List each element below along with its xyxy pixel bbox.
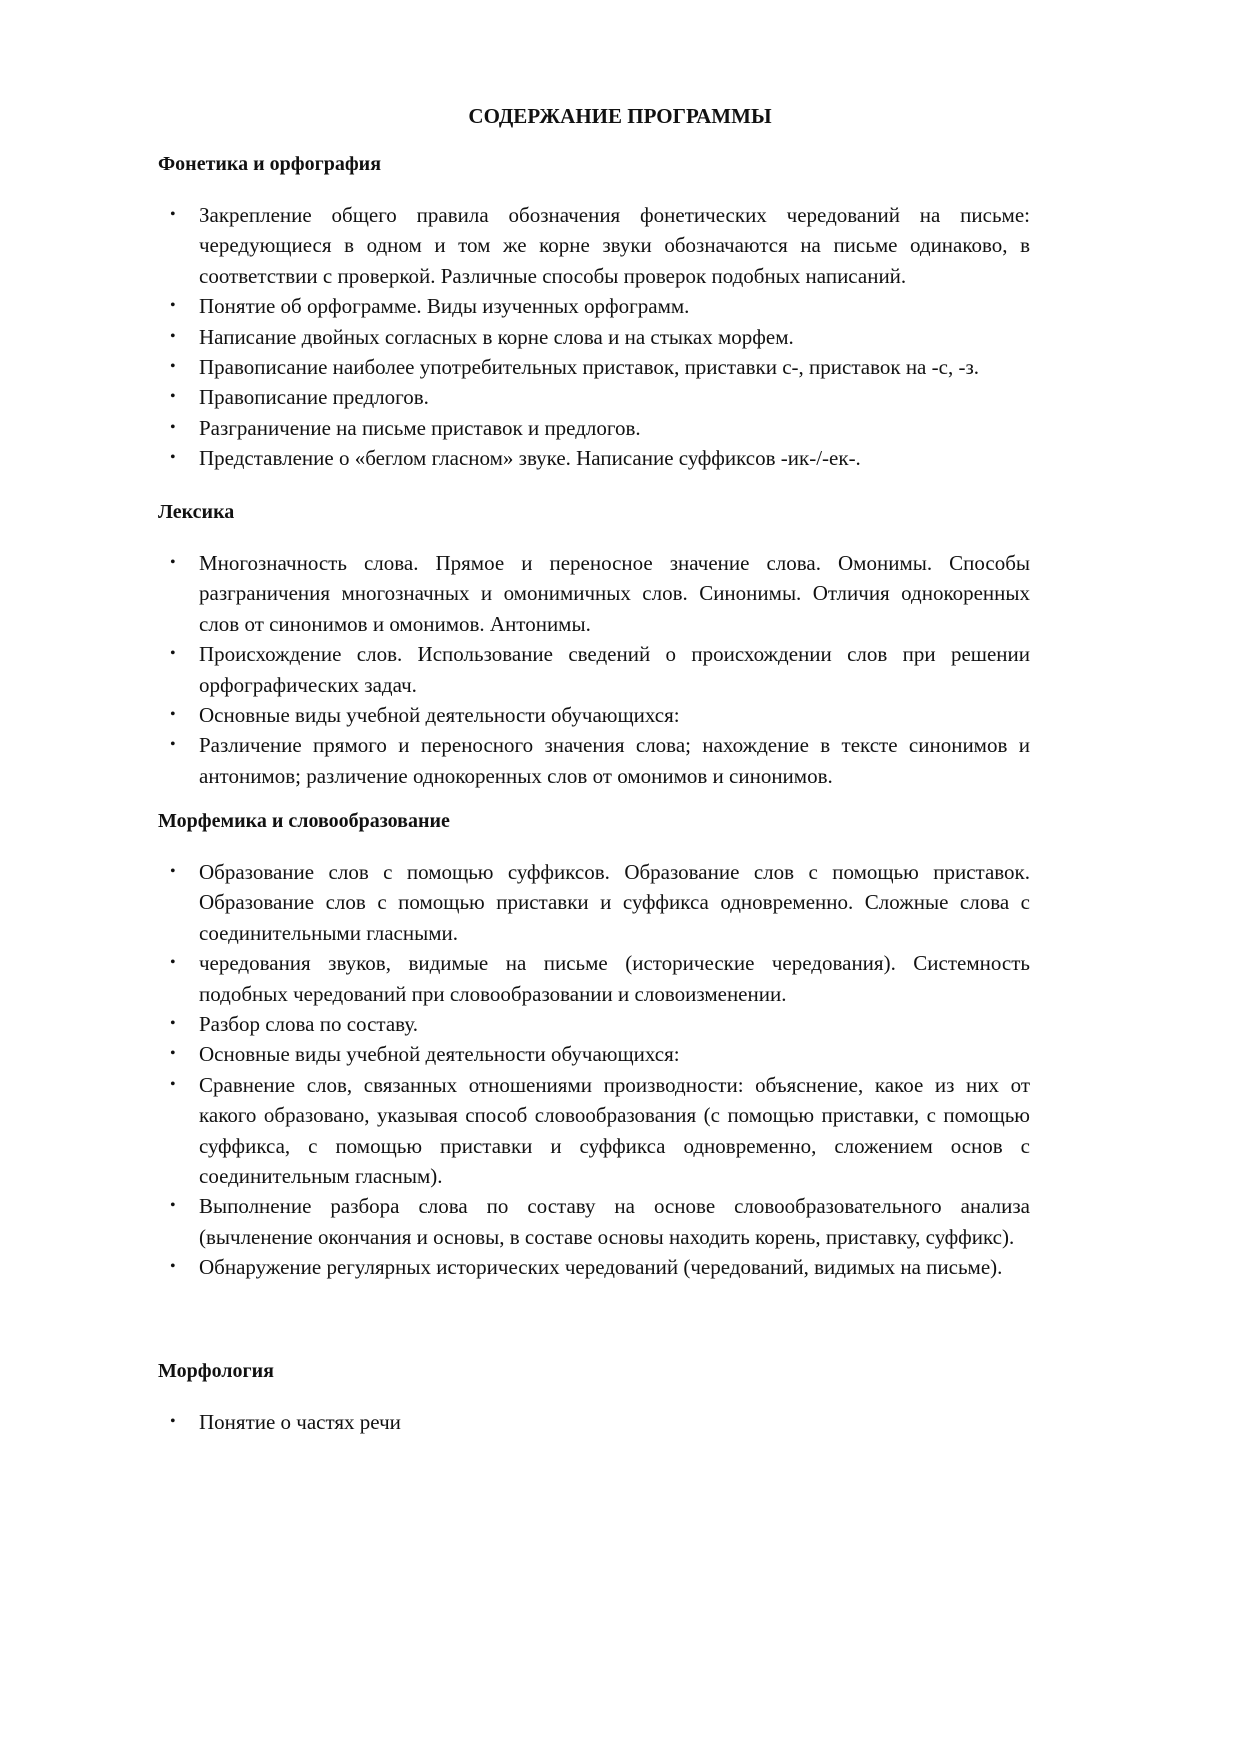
bullet-list [158,200,1030,474]
section-lexicon [158,498,1030,791]
list-item: • Понятие о частях речи [158,1407,1030,1437]
bullet-icon: • [170,706,176,724]
list-item: • Разбор слова по составу. [158,1009,1030,1039]
list-item: • Правописание наиболее употребительных приставок, приставки с-, приставок на -с, -з. [158,352,1030,382]
section-heading: Морфемика и словообразование [158,810,450,832]
list-item: • Понятие об орфограмме. Виды изученных орфограмм. [158,291,1030,321]
list-item: • Выполнение разбора слова по составу на основе словообразовательного анализа (вычленение окончания и основы, в составе основы находить корень, приставку, суффикс). [158,1191,1030,1252]
list-item: • Обнаружение регулярных исторических чередований (чередований, видимых на письме). [158,1252,1030,1282]
list-item: • чередования звуков, видимые на письме (исторические чередования). Системность подобных чередований при словообразовании и словоизменении. [158,948,1030,1009]
bullet-icon: • [170,327,176,345]
bullet-icon: • [170,863,176,880]
bullet-list [158,857,1030,1283]
bullet-icon: • [170,1258,176,1276]
list-item: • Сравнение слов, связанных отношениями производности: объяснение, какое из них от какого образовано, указывая способ словообразования (с помощью приставки, с помощью суффикса, с помощью приставки и суффикса одновременно, сложением основ с соединительным гласным). [158,1070,1030,1192]
bullet-icon: • [170,297,176,315]
section-heading: Лексика [158,501,235,523]
bullet-list [158,548,1030,791]
section-morphemics [158,807,1030,1283]
list-item: • Написание двойных согласных в корне слова и на стыках морфем. [158,322,1030,352]
list-item: • Образование слов с помощью суффиксов. Образование слов с помощью приставок. Образование слов с помощью приставки и суффикса одновременно. Сложные слова с соединительными гласными. [158,857,1030,948]
bullet-icon: • [170,1413,176,1430]
bullet-icon: • [170,954,176,972]
list-item: • Происхождение слов. Использование сведений о происхождении слов при решении орфографических задач. [158,639,1030,700]
list-item: • Разграничение на письме приставок и предлогов. [158,413,1030,443]
section-phonetics [158,150,1030,474]
bullet-icon: • [170,388,176,406]
bullet-icon: • [170,1015,176,1033]
bullet-icon: • [170,736,176,754]
list-item: • Основные виды учебной деятельности обучающихся: [158,1039,1030,1069]
bullet-icon: • [170,1197,176,1215]
list-item: • Представление о «беглом гласном» звуке. Написание суффиксов -ик-/-ек-. [158,443,1030,473]
bullet-icon: • [170,418,176,436]
bullet-icon: • [170,554,176,571]
bullet-icon: • [170,1075,176,1093]
section-morphology [158,1357,1030,1437]
page-title: СОДЕРЖАНИЕ ПРОГРАММЫ [468,104,772,128]
bullet-icon: • [170,206,176,223]
list-item: • Закрепление общего правила обозначения фонетических чередований на письме: чередующиеся в одном и том же корне звуки обозначаются на письме одинаково, в соответствии с проверкой. Различные способы проверок подобных написаний. [158,200,1030,291]
bullet-list [158,1407,1030,1437]
section-heading: Фонетика и орфография [158,153,382,175]
section-heading: Морфология [158,1360,274,1382]
bullet-icon: • [170,645,176,663]
list-item: • Многозначность слова. Прямое и переносное значение слова. Омонимы. Способы разграничения многозначных и омонимичных слов. Синонимы. Отличия однокоренных слов от синонимов и омонимов. Антонимы. [158,548,1030,639]
list-item: • Правописание предлогов. [158,382,1030,412]
list-item: • Различение прямого и переносного значения слова; нахождение в тексте синонимов и антонимов; различение однокоренных слов от омонимов и синонимов. [158,730,1030,791]
bullet-icon: • [170,1045,176,1063]
bullet-icon: • [170,449,176,467]
list-item: • Основные виды учебной деятельности обучающихся: [158,700,1030,730]
bullet-icon: • [170,358,176,376]
